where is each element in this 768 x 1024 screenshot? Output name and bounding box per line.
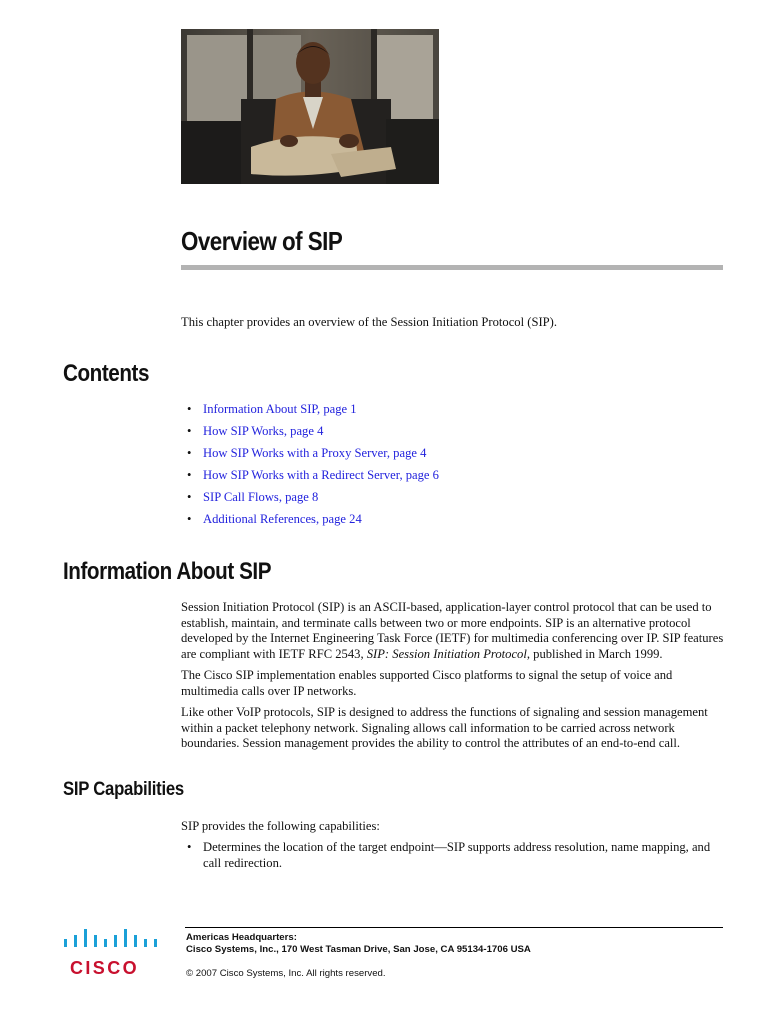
toc-item	[181, 512, 726, 534]
footer-hq-label: Americas Headquarters:	[186, 932, 297, 943]
capabilities-list	[181, 840, 726, 871]
hero-photo	[181, 29, 439, 184]
footer-address: Cisco Systems, Inc., 170 West Tasman Drive, San Jose, CA 95134-1706 USA	[186, 944, 531, 955]
footer-divider	[185, 927, 723, 928]
contents-list	[181, 402, 726, 534]
info-p1-end: , published in March 1999.	[526, 646, 663, 661]
contents-heading: Contents	[63, 360, 149, 387]
title-divider	[181, 265, 723, 270]
toc-link-proxy-server[interactable]: How SIP Works with a Proxy Server, page 4	[203, 446, 427, 460]
footer-copyright: © 2007 Cisco Systems, Inc. All rights reserved.	[186, 968, 386, 979]
info-p1-start: Session Initiation Protocol (SIP) is an ASCII-based, application-layer control protocol that can be used to establish, maintain, and terminate calls between two or more endpoints. SIP is an alternative protocol developed by the Internet Engineering Task Force (IETF) for multimedia conferencing over IP. SIP features are compliant with IETF RFC 2543,	[181, 600, 724, 661]
cisco-logo	[62, 927, 158, 979]
bullet-icon: •	[187, 446, 192, 460]
toc-link-information-about-sip[interactable]: Information About SIP, page 1	[203, 402, 357, 416]
info-section-body	[181, 600, 726, 758]
page-title: Overview of SIP	[181, 226, 343, 256]
capabilities-list-container	[181, 840, 726, 871]
cisco-wordmark: CISCO	[70, 958, 140, 978]
toc-link-redirect-server[interactable]: How SIP Works with a Redirect Server, page 6	[203, 468, 439, 482]
toc-item	[181, 468, 726, 490]
bullet-icon: •	[187, 402, 192, 416]
chapter-intro: This chapter provides an overview of the Session Initiation Protocol (SIP).	[181, 315, 557, 329]
bullet-icon: •	[187, 512, 192, 526]
info-paragraph-3: Like other VoIP protocols, SIP is designed to address the functions of signaling and session management within a packet telephony network. Signaling allows call information to be carried across network boundaries. Session management provides the ability to control the attributes of an end-to-end call.	[181, 705, 708, 750]
bullet-icon: •	[187, 468, 192, 482]
info-paragraph-1	[181, 600, 726, 662]
toc-item	[181, 490, 726, 512]
capability-text: Determines the location of the target endpoint—SIP supports address resolution, name mapping, and call redirection.	[203, 840, 711, 870]
capabilities-heading: SIP Capabilities	[63, 779, 184, 800]
toc-item	[181, 446, 726, 468]
toc-item	[181, 424, 726, 446]
toc-link-how-sip-works[interactable]: How SIP Works, page 4	[203, 424, 324, 438]
bullet-icon: •	[187, 840, 192, 854]
capabilities-intro: SIP provides the following capabilities:	[181, 819, 380, 833]
cisco-bridge-icon	[62, 927, 158, 979]
toc-link-additional-references[interactable]: Additional References, page 24	[203, 512, 362, 526]
toc-link-sip-call-flows[interactable]: SIP Call Flows, page 8	[203, 490, 319, 504]
bullet-icon: •	[187, 424, 192, 438]
capability-item	[181, 840, 726, 871]
contents-list-container	[181, 402, 726, 534]
info-section-heading: Information About SIP	[63, 558, 272, 585]
rfc-title: SIP: Session Initiation Protocol	[366, 646, 527, 661]
info-paragraph-2: The Cisco SIP implementation enables supported Cisco platforms to signal the setup of voice and multimedia calls over IP networks.	[181, 668, 673, 698]
bullet-icon: •	[187, 490, 192, 504]
toc-item	[181, 402, 726, 424]
